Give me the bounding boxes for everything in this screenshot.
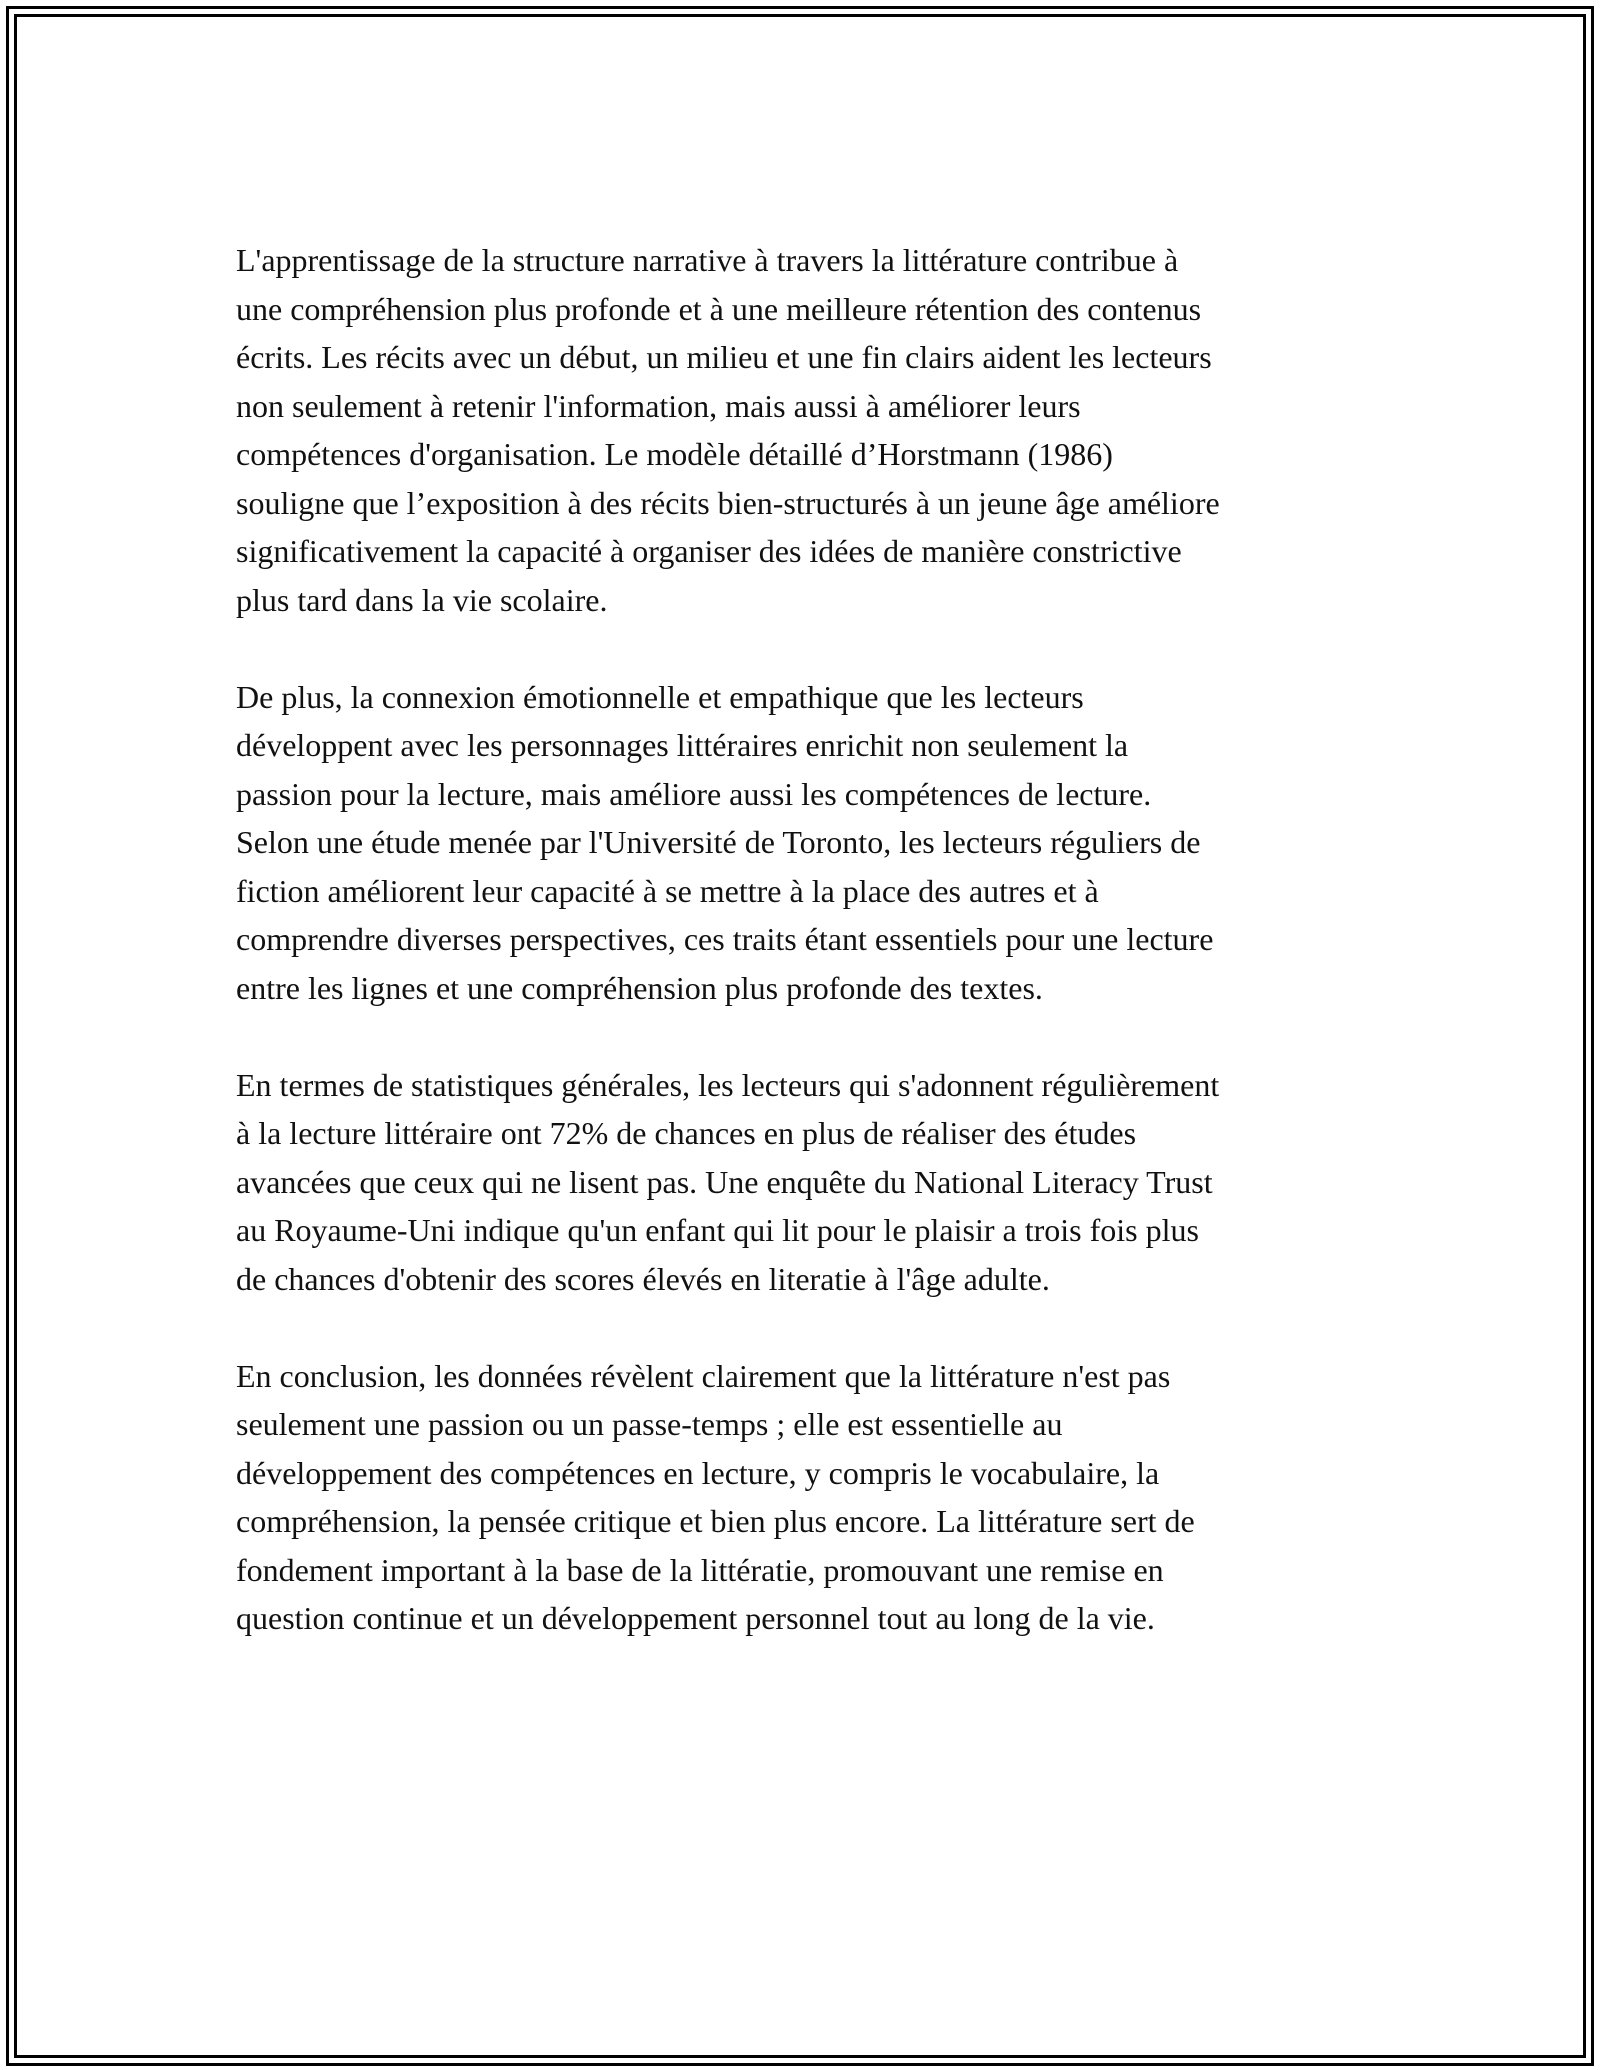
text-line: avancées que ceux qui ne lisent pas. Une enquête du National Literacy Trust [236, 1163, 1213, 1200]
text-line: à la lecture littéraire ont 72% de chances en plus de réaliser des études [236, 1115, 1137, 1151]
text-line: En termes de statistiques générales, les lecteurs qui s'adonnent régulièrement [236, 1066, 1220, 1103]
text-line: écrits. Les récits avec un début, un milieu et une fin clairs aident les lecteurs [236, 339, 1212, 375]
text-line: entre les lignes et une compréhension plus profonde des textes. [236, 969, 1043, 1006]
text-line: développement des compétences en lecture, y compris le vocabulaire, la [236, 1454, 1160, 1491]
paragraph-empathy [236, 673, 1376, 1013]
text-line: compétences d'organisation. Le modèle détaillé d’Horstmann (1986) [236, 436, 1113, 472]
text-line: fondement important à la base de la littératie, promouvant une remise en [236, 1551, 1164, 1588]
document-body [236, 236, 1376, 1691]
text-line: En conclusion, les données révèlent clairement que la littérature n'est pas [236, 1357, 1171, 1394]
text-line: souligne que l’exposition à des récits bien-structurés à un jeune âge améliore [236, 484, 1220, 521]
text-line: non seulement à retenir l'information, mais aussi à améliorer leurs [236, 387, 1081, 424]
text-line: développent avec les personnages littéraires enrichit non seulement la [236, 727, 1129, 763]
text-line: L'apprentissage de la structure narrative à travers la littérature contribue à [236, 242, 1179, 278]
text-line: une compréhension plus profonde et à une meilleure rétention des contenus [236, 290, 1202, 327]
paragraph-conclusion [236, 1352, 1376, 1643]
text-line: au Royaume-Uni indique qu'un enfant qui lit pour le plaisir a trois fois plus [236, 1212, 1199, 1248]
paragraph-statistics [236, 1061, 1376, 1304]
text-line: question continue et un développement personnel tout au long de la vie. [236, 1600, 1155, 1636]
text-line: plus tard dans la vie scolaire. [236, 581, 608, 618]
text-line: de chances d'obtenir des scores élevés en literatie à l'âge adulte. [236, 1260, 1050, 1297]
text-line: significativement la capacité à organiser des idées de manière constrictive [236, 533, 1182, 569]
text-line: compréhension, la pensée critique et bien plus encore. La littérature sert de [236, 1503, 1195, 1539]
text-line: seulement une passion ou un passe-temps ; elle est essentielle au [236, 1406, 1063, 1442]
paragraph-narrative-structure [236, 236, 1376, 624]
text-line: De plus, la connexion émotionnelle et empathique que les lecteurs [236, 678, 1084, 715]
text-line: comprendre diverses perspectives, ces traits étant essentiels pour une lecture [236, 921, 1214, 957]
text-line: fiction améliorent leur capacité à se mettre à la place des autres et à [236, 872, 1099, 909]
text-line: Selon une étude menée par l'Université de Toronto, les lecteurs réguliers de [236, 824, 1201, 860]
text-line: passion pour la lecture, mais améliore aussi les compétences de lecture. [236, 775, 1152, 812]
